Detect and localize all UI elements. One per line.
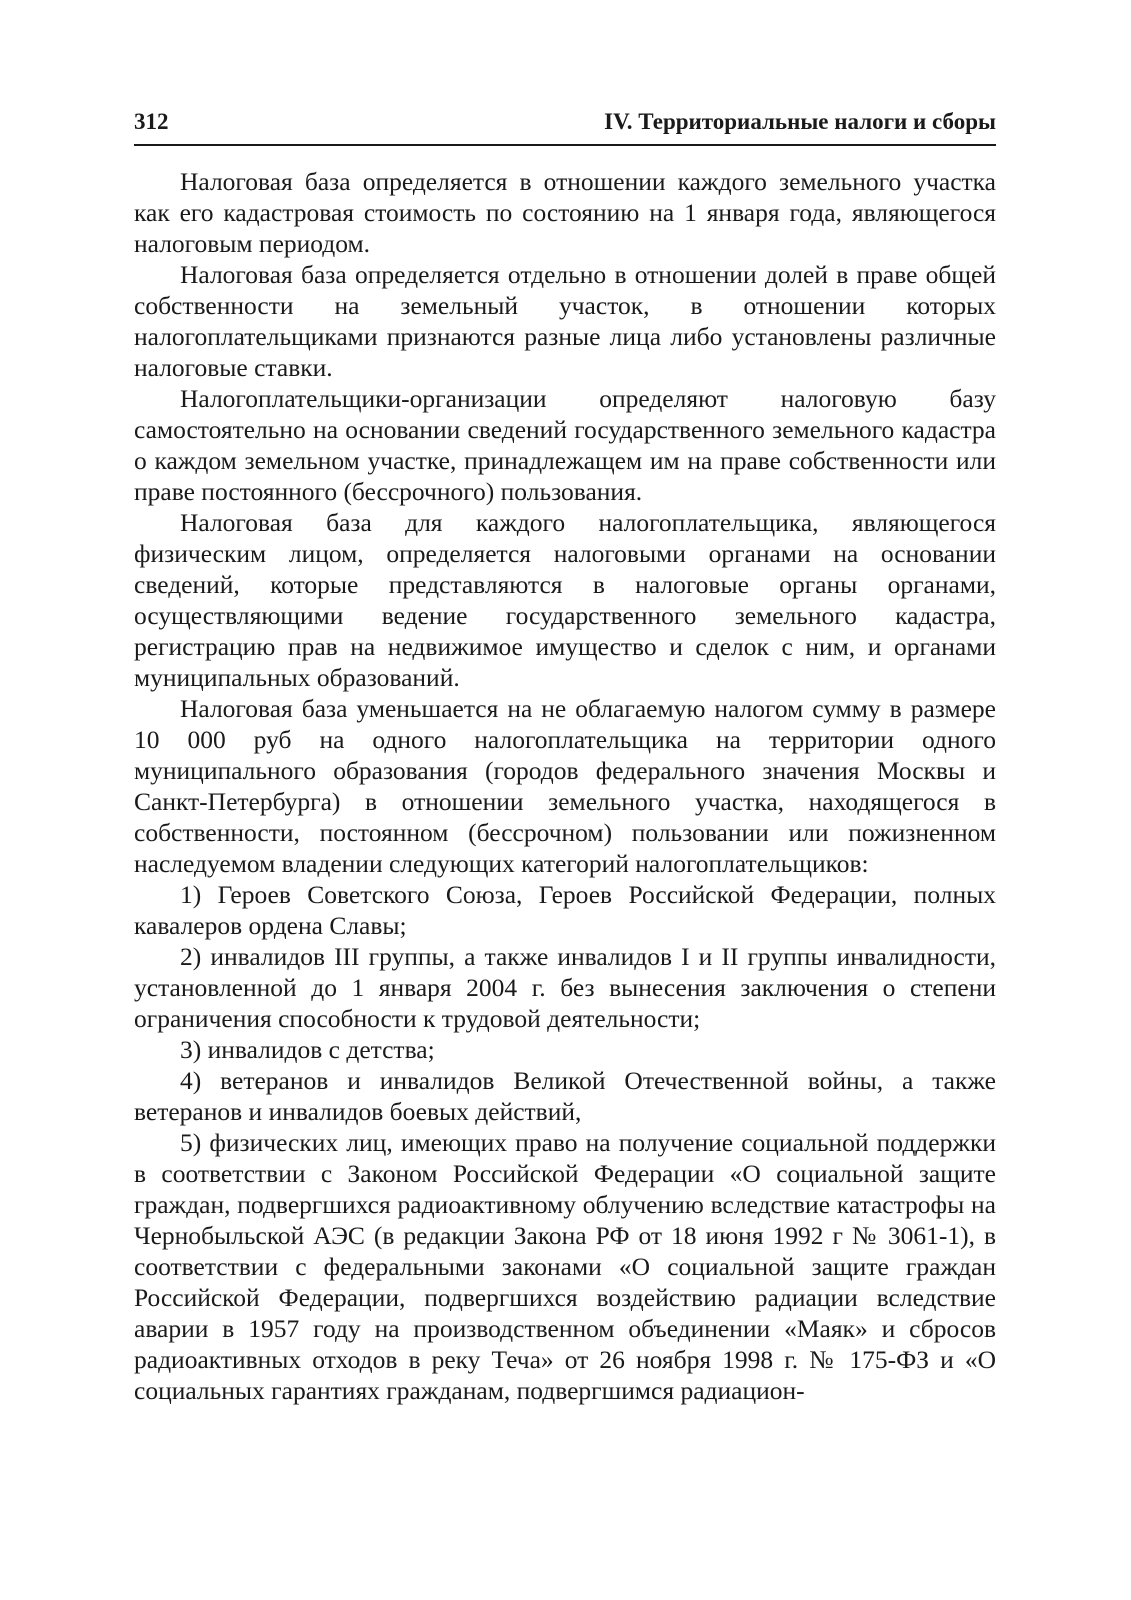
paragraph: Налоговая база для каждого налогоплательщика, являющегося физическим лицом, определяется налоговыми органами на основании сведений, которые представляются в налоговые органы органами, осуществляющими ведение государственного земельного кадастра, регистрацию прав на недвижимое имущество и сделок с ним, и органами муниципальных образований. bbox=[134, 508, 996, 692]
document-page bbox=[134, 108, 996, 1406]
list-item: 3) инвалидов с детства; bbox=[180, 1035, 435, 1064]
paragraph: Налогоплательщики-организации определяют налоговую базу самостоятельно на основании сведений государственного земельного кадастра о каждом земельном участке, принадлежащем им на праве собственности или праве постоянного (бессрочного) пользования. bbox=[134, 384, 996, 506]
list-item: 1) Героев Советского Союза, Героев Российской Федерации, полных кавалеров ордена Славы; bbox=[134, 880, 996, 940]
running-head bbox=[134, 108, 996, 146]
paragraph: Налоговая база определяется в отношении каждого земельного участка как его кадастровая стоимость по состоянию на 1 января года, являющегося налоговым периодом. bbox=[134, 167, 996, 258]
paragraph: Налоговая база определяется отдельно в отношении долей в праве общей собственности на земельный участок, в отношении которых налогоплательщиками признаются разные лица либо установлены различные налоговые ставки. bbox=[134, 260, 996, 382]
list-item: 5) физических лиц, имеющих право на получение социальной поддержки в соответствии с Законом Российской Федерации «О социальной защите граждан, подвергшихся радиоактивному облучению вследствие катастрофы на Чернобыльской АЭС (в редакции Закона РФ от 18 июня 1992 г № 3061-1), в соответствии с федеральными законами «О социальной защите граждан Российской Федерации, подвергшихся воздействию радиации вследствие аварии в 1957 году на производственном объединении «Маяк» и сбросов радиоактивных отходов в реку Теча» от 26 ноября 1998 г. № 175-ФЗ и «О социальных гарантиях гражданам, подвергшимся радиацион- bbox=[134, 1128, 996, 1405]
list-item: 4) ветеранов и инвалидов Великой Отечественной войны, а также ветеранов и инвалидов боевых действий, bbox=[134, 1066, 996, 1126]
paragraph: Налоговая база уменьшается на не облагаемую налогом сумму в размере 10 000 руб на одного налогоплательщика на территории одного муниципального образования (городов федерального значения Москвы и Санкт-Петербурга) в отношении земельного участка, находящегося в собственности, постоянном (бессрочном) пользовании или пожизненном наследуемом владении следующих категорий налогоплательщиков: bbox=[134, 694, 996, 878]
list-item: 2) инвалидов III группы, а также инвалидов I и II группы инвалидности, установленной до 1 января 2004 г. без вынесения заключения о степени ограничения способности к трудовой деятельности; bbox=[134, 942, 996, 1033]
section-title: IV. Территориальные налоги и сборы bbox=[604, 109, 996, 134]
body-text bbox=[134, 166, 996, 1406]
page-number: 312 bbox=[134, 109, 169, 134]
